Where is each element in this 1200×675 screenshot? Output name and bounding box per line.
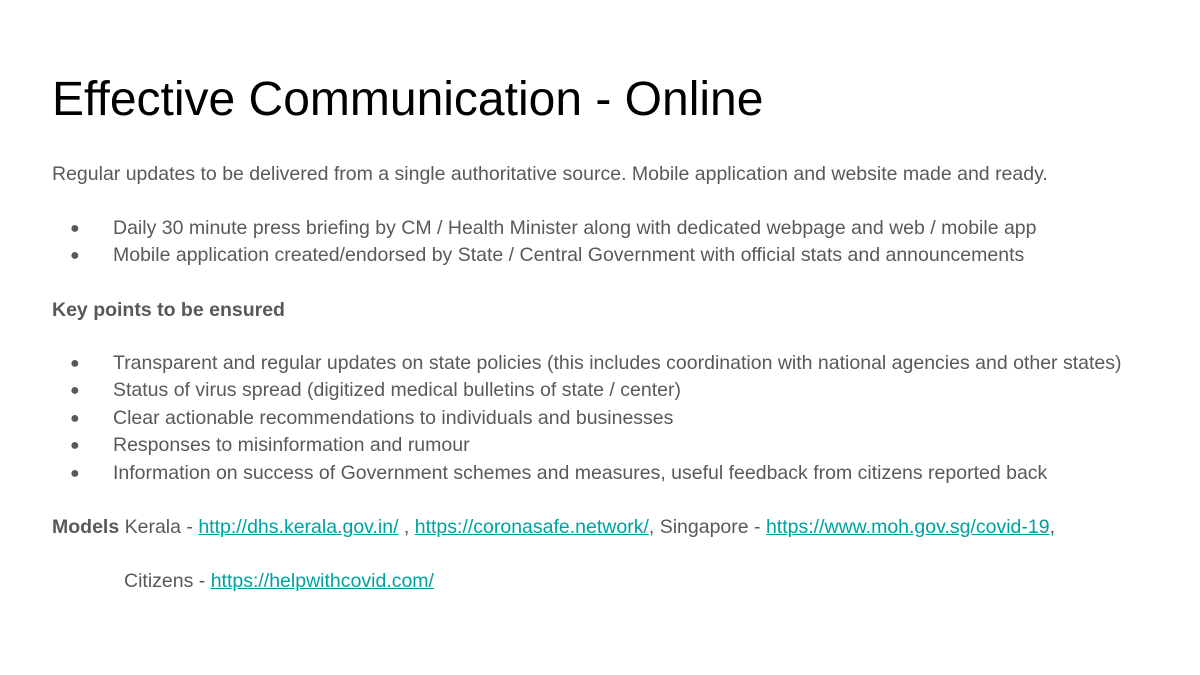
list-item-text: Status of virus spread (digitized medical bulletins of state / center) xyxy=(113,379,681,402)
models-line xyxy=(52,514,1055,541)
list-item xyxy=(0,242,1037,269)
list-item-text: Information on success of Government schemes and measures, useful feedback from citizens reported back xyxy=(113,461,1048,484)
singapore-text: , Singapore - xyxy=(648,516,766,538)
trailing-comma: , xyxy=(1049,516,1055,538)
models-label: Models xyxy=(52,516,120,538)
list-item-text: Transparent and regular updates on state policies (this includes coordination with national agencies and other states) xyxy=(113,352,1122,374)
list-item-text: Daily 30 minute press briefing by CM / Health Minister along with dedicated webpage and web / mobile app xyxy=(113,217,1037,239)
moh-singapore-link[interactable]: https://www.moh.gov.sg/covid-19 xyxy=(765,516,1050,538)
bullet-icon: ● xyxy=(70,382,80,400)
kerala-text: Kerala - xyxy=(119,516,199,538)
key-points-list xyxy=(0,350,1121,487)
list-item-text: Mobile application created/endorsed by State / Central Government with official stats and announcements xyxy=(113,244,1025,267)
list-item xyxy=(0,377,1121,404)
bullet-icon: ● xyxy=(70,437,80,455)
list-item xyxy=(0,215,1037,242)
bullet-icon: ● xyxy=(70,409,80,427)
slide-title: Effective Communication - Online xyxy=(52,73,764,126)
helpwithcovid-link[interactable]: https://helpwithcovid.com/ xyxy=(210,570,434,592)
list-item xyxy=(0,432,1121,459)
list-item xyxy=(0,460,1121,487)
citizens-line xyxy=(124,568,434,595)
separator-text: , xyxy=(398,516,415,538)
bullet-icon: ● xyxy=(70,464,80,482)
list-item xyxy=(0,350,1121,377)
intro-paragraph: Regular updates to be delivered from a single authoritative source. Mobile application and website made and ready. xyxy=(52,163,1048,185)
bullet-icon: ● xyxy=(70,247,80,265)
kerala-dhs-link[interactable]: http://dhs.kerala.gov.in/ xyxy=(198,516,399,538)
coronasafe-link[interactable]: https://coronasafe.network/ xyxy=(414,516,649,538)
bullet-icon: ● xyxy=(70,355,80,372)
list-item-text: Responses to misinformation and rumour xyxy=(113,434,470,457)
briefing-list xyxy=(0,215,1037,270)
bullet-icon: ● xyxy=(70,220,80,237)
key-points-heading: Key points to be ensured xyxy=(52,299,285,321)
citizens-text: Citizens - xyxy=(124,570,211,592)
list-item xyxy=(0,405,1121,432)
list-item-text: Clear actionable recommendations to individuals and businesses xyxy=(113,406,674,429)
